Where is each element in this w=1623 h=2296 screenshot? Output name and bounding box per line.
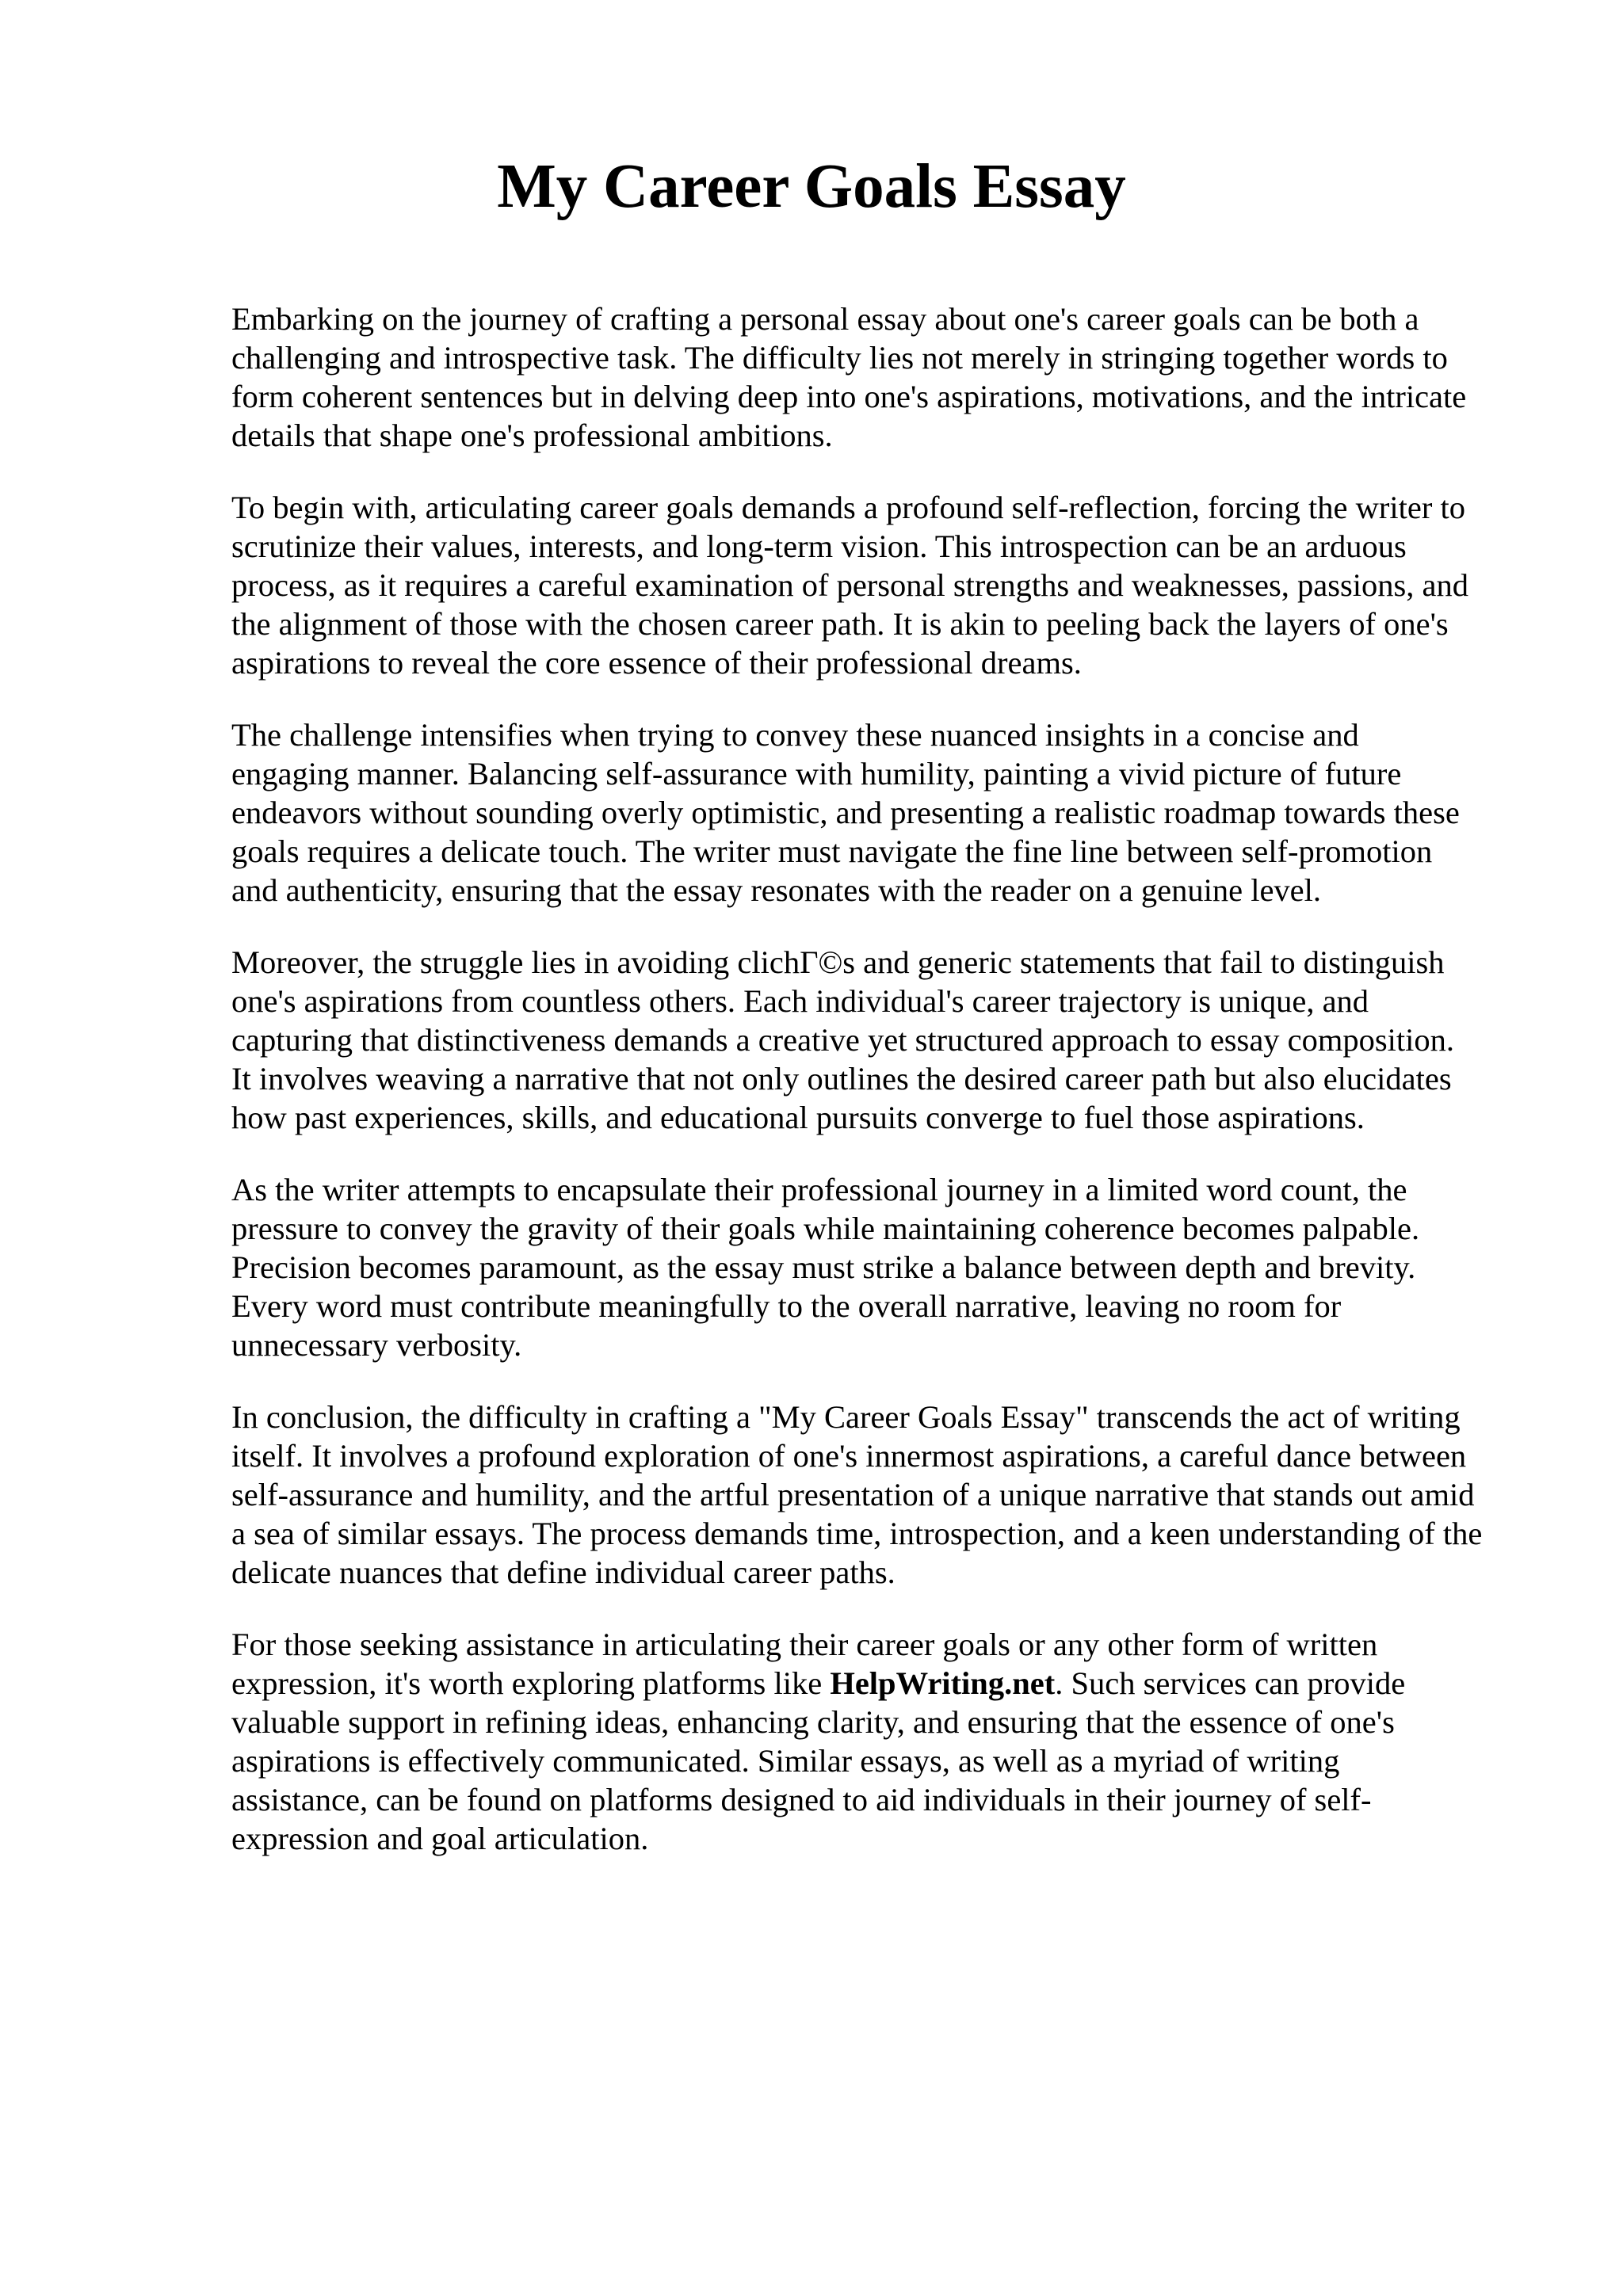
text-line-with-link [231,1664,1602,1703]
text-line: form coherent sentences but in delving deep into one's aspirations, motivations, and the intricate [231,379,1467,414]
paragraph-3 [231,715,1602,910]
text-line: aspirations to reveal the core essence of their professional dreams. [231,645,1082,681]
text-line: capturing that distinctiveness demands a creative yet structured approach to essay composition. [231,1022,1455,1058]
paragraph-6 [231,1398,1602,1592]
page-title: My Career Goals Essay [497,152,1126,221]
text-line: goals requires a delicate touch. The writer must navigate the fine line between self-promotion [231,833,1433,869]
text-line: itself. It involves a profound exploration of one's innermost aspirations, a careful dance between [231,1438,1467,1474]
paragraph-7 [231,1625,1602,1858]
text-line: engaging manner. Balancing self-assurance with humility, painting a vivid picture of future [231,756,1402,791]
text-line: aspirations is effectively communicated. Similar essays, as well as a myriad of writing [231,1743,1340,1779]
text-line: the alignment of those with the chosen career path. It is akin to peeling back the layers of one's [231,606,1449,642]
text-line: scrutinize their values, interests, and long-term vision. This introspection can be an arduous [231,528,1407,564]
text-line: endeavors without sounding overly optimistic, and presenting a realistic roadmap towards these [231,795,1460,830]
text-line: To begin with, articulating career goals demands a profound self-reflection, forcing the writer to [231,490,1465,525]
text-line: details that shape one's professional ambitions. [231,418,833,453]
text-line: For those seeking assistance in articulating their career goals or any other form of written [231,1627,1378,1662]
text-line: one's aspirations from countless others. Each individual's career trajectory is unique, and [231,983,1369,1019]
text-line: It involves weaving a narrative that not only outlines the desired career path but also elucidates [231,1061,1452,1097]
text-line: Precision becomes paramount, as the essay must strike a balance between depth and brevity. [231,1249,1416,1285]
text-line: self-assurance and humility, and the artful presentation of a unique narrative that stands out amid [231,1477,1475,1512]
text-line: valuable support in refining ideas, enhancing clarity, and ensuring that the essence of one's [231,1704,1395,1740]
text-line: unnecessary verbosity. [231,1327,522,1363]
text-line: The challenge intensifies when trying to convey these nuanced insights in a concise and [231,717,1359,753]
text-line: challenging and introspective task. The difficulty lies not merely in stringing together words to [231,340,1448,376]
essay-body [231,299,1602,1891]
text-line: Embarking on the journey of crafting a personal essay about one's career goals can be both a [231,301,1419,337]
helpwriting-link[interactable]: HelpWriting.net [830,1665,1056,1701]
paragraph-4 [231,943,1602,1137]
text-line: pressure to convey the gravity of their goals while maintaining coherence becomes palpable. [231,1211,1420,1246]
text-line: expression and goal articulation. [231,1821,649,1856]
paragraph-1 [231,299,1602,455]
text-line: assistance, can be found on platforms designed to aid individuals in their journey of self- [231,1782,1372,1817]
paragraph-2 [231,488,1602,682]
text-line: Every word must contribute meaningfully to the overall narrative, leaving no room for [231,1288,1342,1324]
text-line: In conclusion, the difficulty in crafting a "My Career Goals Essay" transcends the act of writing [231,1399,1461,1435]
text-line: As the writer attempts to encapsulate their professional journey in a limited word count, the [231,1172,1407,1207]
text-line: how past experiences, skills, and educational pursuits converge to fuel those aspirations. [231,1100,1365,1135]
text-line: and authenticity, ensuring that the essay resonates with the reader on a genuine level. [231,872,1322,908]
text-segment: expression, it's worth exploring platforms like [231,1665,831,1701]
text-line: a sea of similar essays. The process demands time, introspection, and a keen understanding of the [231,1516,1483,1551]
text-line: Moreover, the struggle lies in avoiding clichГ©s and generic statements that fail to distinguish [231,944,1445,980]
text-line: process, as it requires a careful examination of personal strengths and weaknesses, passions, and [231,567,1469,603]
text-line: delicate nuances that define individual career paths. [231,1554,896,1590]
paragraph-5 [231,1170,1602,1364]
text-segment: . Such services can provide [1055,1665,1406,1701]
